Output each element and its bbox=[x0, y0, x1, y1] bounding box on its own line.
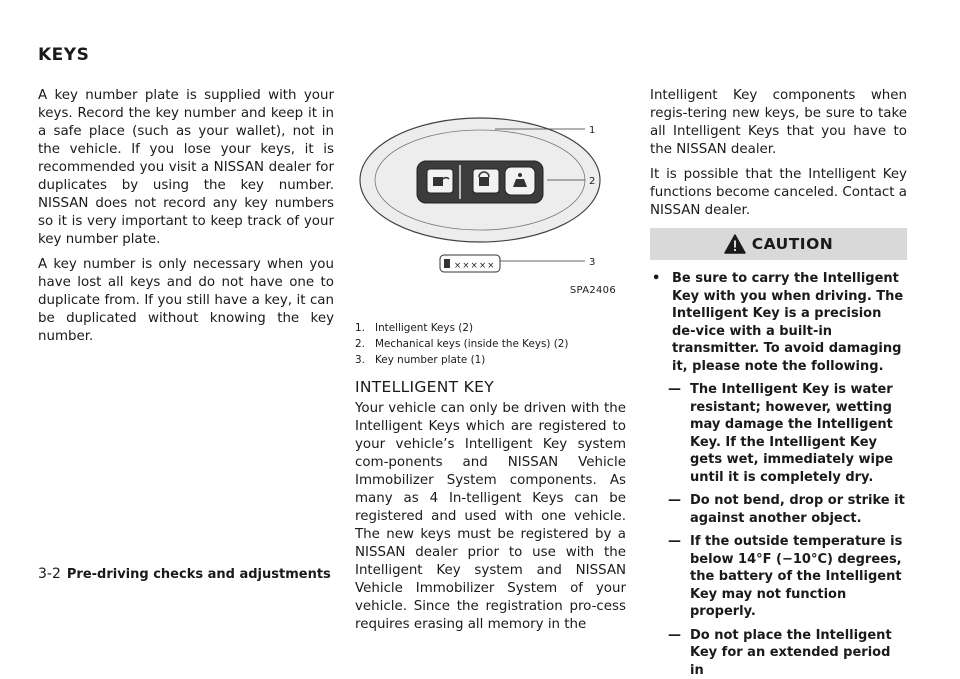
figure-code: SPA2406 bbox=[570, 282, 616, 300]
caution-sub-item: — Do not place the Intelligent Key for an extended period in bbox=[668, 627, 907, 679]
paragraph-key-number-plate: A key number plate is supplied with your keys. Record the key number and keep it in a safe place (such as your wallet), not in the vehicle. If you lose your keys, it is recommended you visit a NISSAN dealer for duplicates by using the key number. NISSAN does not record any key numbers so it is very important to keep track of your key number plate. bbox=[38, 87, 334, 249]
paragraph-registration: Intelligent Key components when regis-tering new keys, be sure to take all Intelligent Keys that you have to the NISSAN dealer. bbox=[650, 87, 907, 159]
column-right bbox=[650, 87, 907, 679]
callout-2: 2 bbox=[589, 176, 595, 187]
caution-sub-item: — The Intelligent Key is water resistant; however, wetting may damage the Intelligent Key. If the Intelligent Key gets wet, immediately wipe until it is completely dry. bbox=[668, 381, 907, 486]
caution-label: CAUTION bbox=[752, 235, 833, 253]
section-title: KEYS bbox=[38, 45, 89, 65]
column-left bbox=[38, 87, 334, 353]
intelligent-key-heading: INTELLIGENT KEY bbox=[355, 378, 626, 396]
chapter-title: Pre-driving checks and adjustments bbox=[67, 567, 331, 582]
caution-body bbox=[650, 270, 907, 679]
column-middle bbox=[355, 87, 626, 641]
keys-illustration bbox=[355, 87, 626, 312]
caution-banner bbox=[650, 228, 907, 260]
callout-3: 3 bbox=[589, 257, 595, 268]
key-number-plate-text: ××××× bbox=[454, 261, 496, 271]
caution-bullet: • Be sure to carry the Intelligent Key with you when driving. The Intelligent Key is a precision de-vice with a built-in transmitter. To avoid damaging it, please note the following. bbox=[650, 270, 907, 375]
paragraph-functions-canceled: It is possible that the Intelligent Key functions become canceled. Contact a NISSAN dealer. bbox=[650, 166, 907, 220]
legend-item: 1. Intelligent Keys (2) bbox=[355, 320, 626, 336]
page-footer bbox=[38, 566, 331, 582]
paragraph-key-number-needed: A key number is only necessary when you have lost all keys and do not have one to duplicate from. If you still have a key, it can be duplicated without knowing the key number. bbox=[38, 256, 334, 346]
keys-figure bbox=[355, 87, 626, 312]
legend-item: 3. Key number plate (1) bbox=[355, 352, 626, 368]
callout-1: 1 bbox=[589, 125, 595, 136]
legend-item: 2. Mechanical keys (inside the Keys) (2) bbox=[355, 336, 626, 352]
warning-triangle-icon bbox=[724, 234, 746, 254]
figure-legend bbox=[355, 320, 626, 368]
paragraph-intelligent-key: Your vehicle can only be driven with the Intelligent Keys which are registered to your vehicle’s Intelligent Key system com-ponents and NISSAN Vehicle Immobilizer System components. As many as 4 In-telligent Keys can be registered and used with one vehicle. The new keys must be registered by a NISSAN dealer prior to use with the Intelligent Key system and NISSAN Vehicle Immobilizer System of your vehicle. Since the registration pro-cess requires erasing all memory in the bbox=[355, 400, 626, 634]
caution-sub-item: — Do not bend, drop or strike it against another object. bbox=[668, 492, 907, 527]
page-number: 3-2 bbox=[38, 566, 61, 582]
caution-sub-item: — If the outside temperature is below 14°F (−10°C) degrees, the battery of the Intelligent Key may not function properly. bbox=[668, 533, 907, 621]
